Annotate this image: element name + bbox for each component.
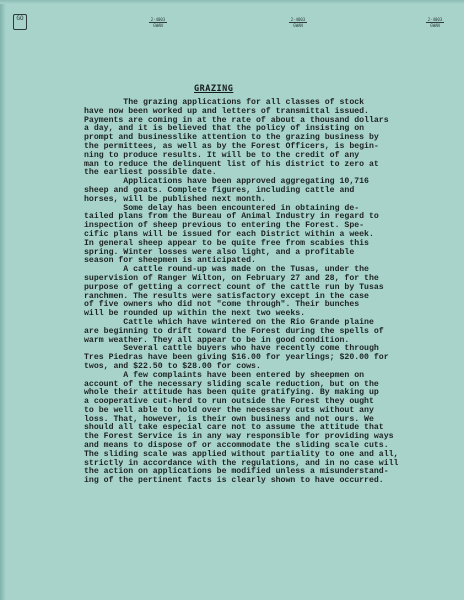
text-line: strictly in accordance with the regulations, and in no case will [84,458,399,468]
text-line: A few complaints have been entered by sheepmen on [84,370,365,380]
text-line: Payments are coming in at the rate of about a thousand dollars [84,115,389,125]
text-line: the earliest possible date. [84,168,217,178]
punch-mark [146,17,170,29]
document-title: GRAZING [194,84,234,94]
text-line: A cattle round-up was made on the Tusas, under the [84,265,369,275]
text-line: a day, and it is believed that the policy of insisting on [84,124,365,134]
text-line: season for sheepmen is anticipated. [84,256,256,266]
text-line: The grazing applications for all classes of stock [84,98,365,107]
text-line: spring. Winter losses were also light, and a profitable [84,247,355,257]
text-line: In general sheep appear to be quite free from scabies this [84,238,369,248]
punch-mark [423,17,447,29]
punch-mark-code: 2-4003 [290,17,306,22]
text-line: man to reduce the delinquent list of his district to zero at [84,159,379,169]
page-top-edge [0,0,464,4]
text-line: whole their attitude has been quite gratifying. By making up [84,388,379,398]
text-line: prompt and businesslike attention to the grazing business by [84,133,379,143]
text-line: sheep and goats. Complete figures, including cattle and [84,185,355,195]
text-line: the permittees, as well as by the Forest Officers, is begin- [84,141,379,151]
text-line: will be rounded up within the next two weeks. [84,309,306,319]
text-line: ranchmen. The results were satisfactory except in the case [84,291,369,301]
text-line: warm weather. They all appear to be in good condition. [84,335,350,345]
text-line: tailed plans from the Bureau of Animal Industry in regard to [84,212,379,222]
text-line: the action on applications be modified unless a misunderstand- [84,467,389,477]
text-line: Cattle which have wintered on the Rio Grande plaine [84,317,374,327]
text-line: supervision of Ranger Wilton, on February 27 and 28, for the [84,273,379,283]
punch-mark [286,17,310,29]
document-body [84,99,424,486]
text-line: inspection of sheep previous to entering the Forest. Spe- [84,221,365,231]
text-line: Applications have been approved aggregating 10,716 [84,177,369,187]
corner-mark: GO [13,14,27,30]
text-line: of five owners who did not "come through". Their bunches [84,300,360,310]
text-line: and means to dispose of or accommodate the sliding scale cuts. [84,441,389,451]
text-line: cific plans will be issued for each District within a week. [84,229,374,239]
text-line: twos, and $22.50 to $28.00 for cows. [84,361,261,371]
punch-mark-label: GWAN [149,22,167,28]
page-edge-shadow [0,0,6,600]
text-line: should all take especial care not to assume the attitude that [84,423,384,433]
text-line: ning to produce results. It will be to the credit of any [84,150,360,160]
text-line: purpose of getting a correct count of the cattle run by Tusas [84,282,384,292]
text-line: have now been worked up and letters of transmittal issued. [84,106,369,116]
text-line: are beginning to drift toward the Forest during the spells of [84,326,384,336]
text-line: to be well able to hold over the necessary cuts without any [84,405,374,415]
text-line: Several cattle buyers who have recently come through [84,344,379,354]
text-line: The sliding scale was applied without partiality to one and all, [84,449,399,459]
text-line: horses, will be published next month. [84,194,266,204]
text-line: Some delay has been encountered in obtaining de- [84,203,360,213]
text-line: the Forest Service is in any way responsible for providing ways [84,432,394,442]
text-line: loss. That, however, is their own business and not ours. We [84,414,374,424]
text-line: account of the necessary sliding scale reduction, but on the [84,379,379,389]
punch-mark-label: GWAN [289,22,307,28]
punch-mark-label: GWAN [426,22,444,28]
punch-mark-code: 2-4003 [427,17,443,22]
text-line: a cooperative cut-herd to run outside the Forest they ought [84,397,374,407]
punch-mark-code: 2-4003 [150,17,166,22]
text-line: Tres Piedras have been giving $16.00 for yearlings; $20.00 for [84,353,389,363]
text-line: ing of the pertinent facts is clearly shown to have occurred. [84,476,384,486]
